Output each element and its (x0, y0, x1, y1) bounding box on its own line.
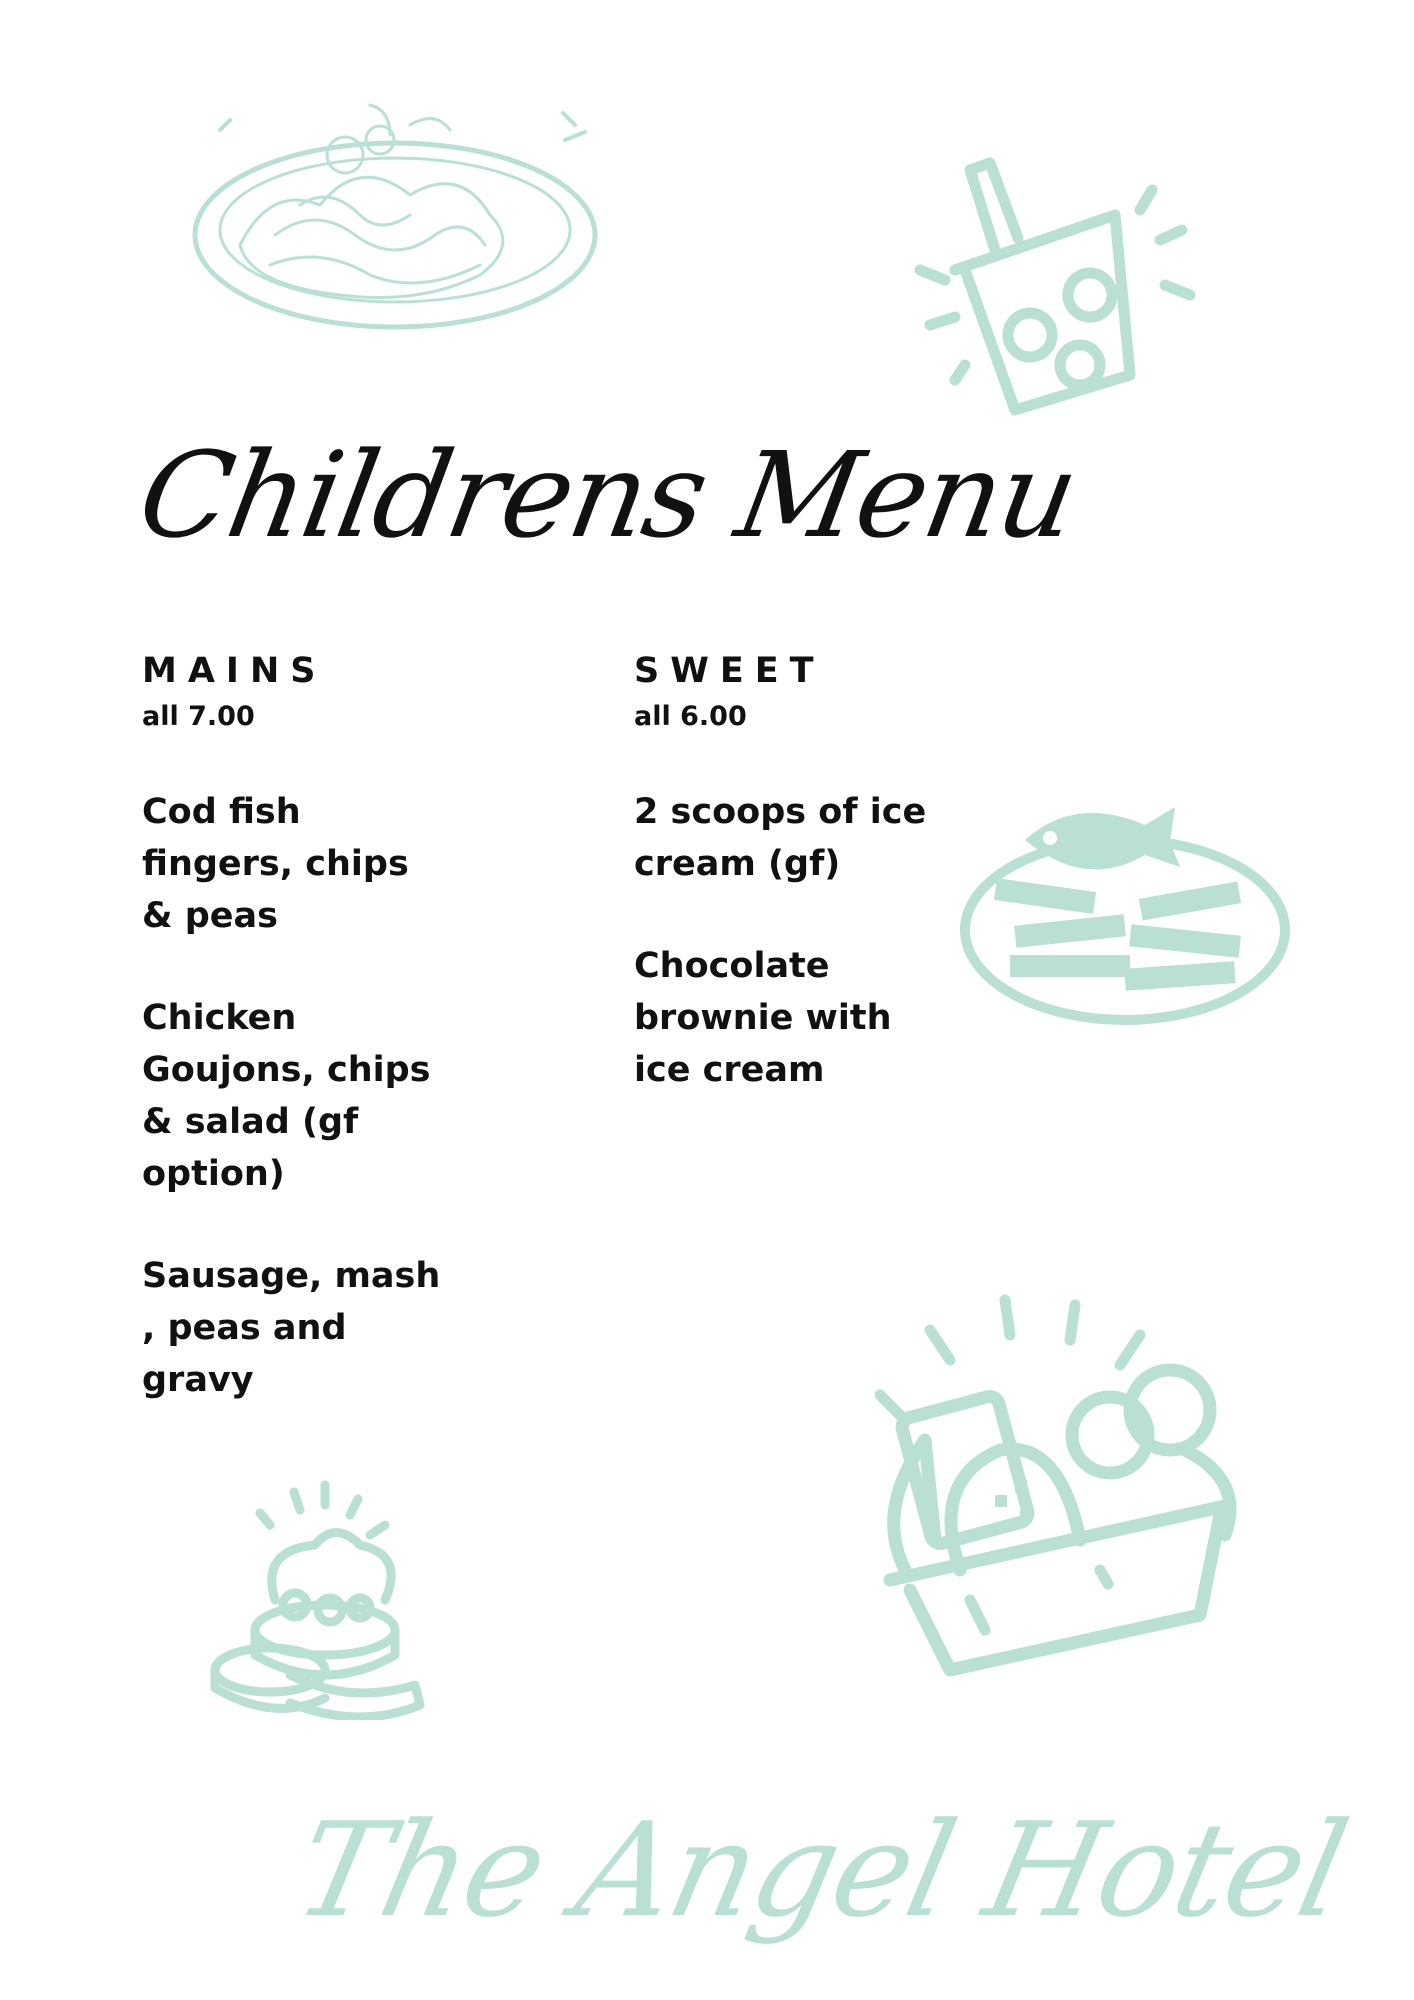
menu-title: Childrens Menu (129, 426, 1087, 564)
list-item: Chocolate brownie with ice cream (634, 946, 892, 1090)
hotel-brand: The Angel Hotel (283, 1794, 1358, 1946)
sweet-heading: SWEET (634, 651, 825, 691)
food-basket-icon (870, 1270, 1260, 1690)
list-item: Chicken Goujons, chips & salad (gf option) (142, 998, 431, 1194)
spaghetti-plate-icon (180, 95, 610, 355)
mains-heading: MAINS (142, 651, 327, 691)
list-item: Cod fish fingers, chips & peas (142, 792, 409, 936)
mains-section (142, 648, 612, 1456)
bubble-tea-icon (910, 130, 1210, 440)
sweet-price: all 6.00 (634, 701, 747, 732)
mains-price: all 7.00 (142, 701, 255, 732)
pancakes-icon (205, 1480, 435, 1720)
fish-and-chips-icon (955, 790, 1295, 1035)
list-item: 2 scoops of ice cream (gf) (634, 792, 927, 884)
mains-list (142, 786, 612, 1406)
list-item: Sausage, mash , peas and gravy (142, 1256, 441, 1400)
